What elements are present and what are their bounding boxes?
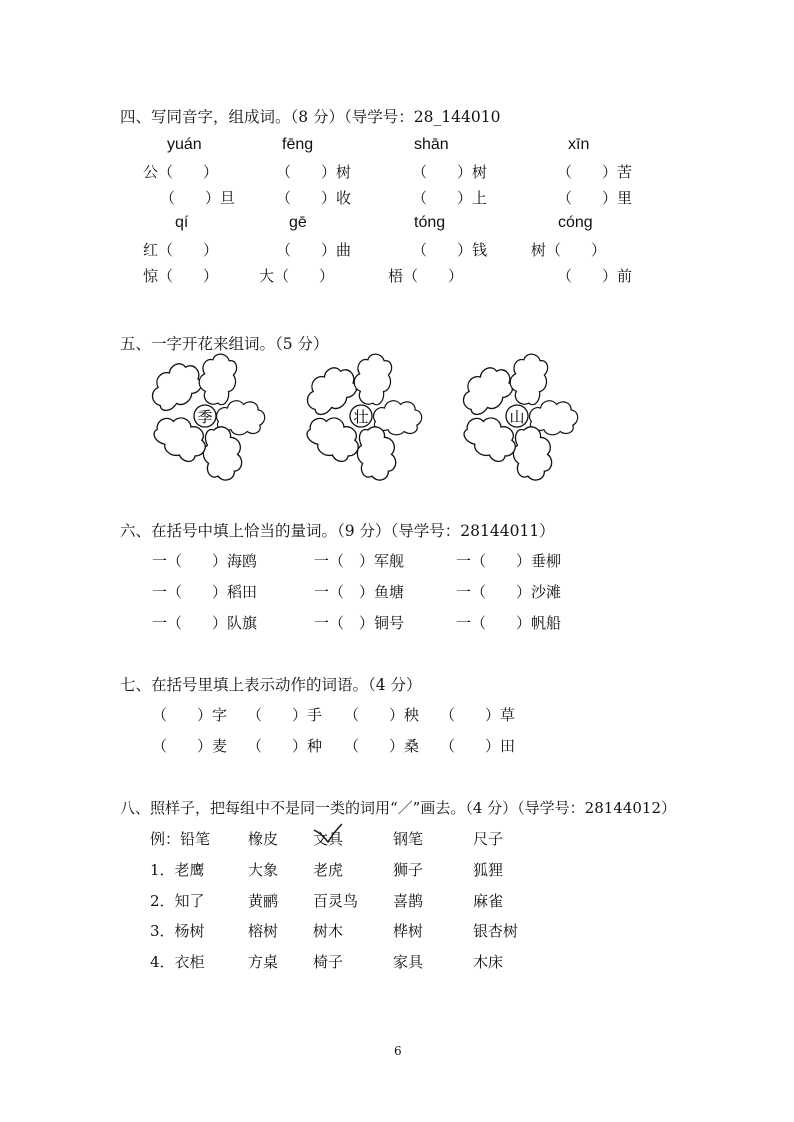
fill-blank-item[interactable]: （ ）前 xyxy=(557,267,633,285)
fill-blank-item[interactable]: 一（ ）队旗 xyxy=(152,614,258,632)
fill-blank-item[interactable]: （ ）树 xyxy=(412,163,488,181)
word-item: 尺子 xyxy=(473,830,504,848)
word-item: 狮子 xyxy=(393,861,424,879)
pinyin-label: gē xyxy=(289,214,307,231)
word-item: 例：铅笔 xyxy=(150,830,211,848)
fill-blank-item[interactable]: （ ）钱 xyxy=(412,241,488,259)
word-item: 麻雀 xyxy=(473,892,504,910)
fill-blank-item[interactable]: （ ）上 xyxy=(412,189,488,207)
word-item: 橡皮 xyxy=(248,830,279,848)
flower-center-char: 季 xyxy=(197,408,213,426)
flower-2 xyxy=(299,351,422,483)
fill-blank-item[interactable]: 一（ ）稻田 xyxy=(152,583,258,601)
fill-blank-item[interactable]: 一（ ）铜号 xyxy=(314,614,405,632)
pinyin-label: shān xyxy=(414,136,449,153)
fill-blank-item[interactable]: 大（ ） xyxy=(259,267,335,285)
pinyin-label: qí xyxy=(175,214,189,231)
fill-blank-item[interactable]: 红（ ） xyxy=(143,241,219,259)
fill-blank-item[interactable]: （ ）曲 xyxy=(276,241,352,259)
flower-diagrams xyxy=(0,355,794,485)
fill-blank-item[interactable]: （ ）麦 xyxy=(152,737,228,755)
fill-blank-item[interactable]: 一（ ）军舰 xyxy=(314,552,405,570)
section-7-heading: 七、在括号里填上表示动作的词语。（4 分） xyxy=(120,676,422,694)
section-6-heading: 六、在括号中填上恰当的量词。（9 分）（导学号：28144011） xyxy=(120,522,555,540)
fill-blank-item[interactable]: （ ）草 xyxy=(440,706,516,724)
fill-blank-item[interactable]: 树（ ） xyxy=(531,241,607,259)
pinyin-label: fēng xyxy=(282,136,314,153)
flower-3 xyxy=(455,351,578,483)
page-number: 6 xyxy=(394,1044,402,1058)
word-item: 4．衣柜 xyxy=(150,953,205,971)
word-item: 银杏树 xyxy=(473,922,519,940)
fill-blank-item[interactable]: （ ）桑 xyxy=(344,737,420,755)
word-item: 钢笔 xyxy=(393,830,424,848)
flower-center-char: 山 xyxy=(509,408,525,426)
fill-blank-item[interactable]: 一（ ）沙滩 xyxy=(456,583,562,601)
fill-blank-item[interactable]: （ ）手 xyxy=(247,706,323,724)
word-item: 3．杨树 xyxy=(150,922,205,940)
section-4-heading: 四、写同音字，组成词。（8 分）（导学号：28_144010 xyxy=(120,108,501,126)
fill-blank-item[interactable]: （ ）田 xyxy=(440,737,516,755)
fill-blank-item[interactable]: （ ）里 xyxy=(557,189,633,207)
fill-blank-item[interactable]: （ ）旦 xyxy=(160,189,236,207)
word-item: 老虎 xyxy=(313,861,344,879)
word-item: 喜鹊 xyxy=(393,892,424,910)
fill-blank-item[interactable]: （ ）秧 xyxy=(344,706,420,724)
fill-blank-item[interactable]: 一（ ）鱼塘 xyxy=(314,583,405,601)
word-item: 桦树 xyxy=(393,922,424,940)
strike-slash-icon xyxy=(308,822,348,852)
word-item: 家具 xyxy=(393,953,424,971)
flower-1 xyxy=(144,351,265,483)
fill-blank-item[interactable]: （ ）树 xyxy=(276,163,352,181)
word-item: 1．老鹰 xyxy=(150,861,205,879)
word-item: 狐狸 xyxy=(473,861,504,879)
word-item-crossed: 文具 xyxy=(313,830,344,848)
word-item: 方桌 xyxy=(248,953,279,971)
fill-blank-item[interactable]: 梧（ ） xyxy=(388,267,464,285)
word-item: 木床 xyxy=(473,953,504,971)
fill-blank-item[interactable]: 惊（ ） xyxy=(143,267,219,285)
pinyin-label: xīn xyxy=(568,136,590,153)
word-item: 大象 xyxy=(248,861,279,879)
word-item: 椅子 xyxy=(313,953,344,971)
fill-blank-item[interactable]: （ ）苦 xyxy=(557,163,633,181)
word-item: 黄鹂 xyxy=(248,892,279,910)
fill-blank-item[interactable]: （ ）字 xyxy=(152,706,228,724)
fill-blank-item[interactable]: （ ）收 xyxy=(276,189,352,207)
fill-blank-item[interactable]: （ ）种 xyxy=(247,737,323,755)
fill-blank-item[interactable]: 一（ ）海鸥 xyxy=(152,552,258,570)
pinyin-label: yuán xyxy=(167,136,202,153)
fill-blank-item[interactable]: 一（ ）垂柳 xyxy=(456,552,562,570)
word-item: 百灵鸟 xyxy=(313,892,359,910)
flower-center-char: 壮 xyxy=(353,408,369,426)
pinyin-label: cóng xyxy=(558,214,593,231)
word-item: 2．知了 xyxy=(150,892,205,910)
fill-blank-item[interactable]: 公（ ） xyxy=(143,163,219,181)
word-item: 榕树 xyxy=(248,922,279,940)
section-5-heading: 五、一字开花来组词。（5 分） xyxy=(120,335,329,353)
word-item: 树木 xyxy=(313,922,344,940)
pinyin-label: tóng xyxy=(414,214,446,231)
section-8-heading: 八、照样子，把每组中不是同一类的词用“／”画去。（4 分）（导学号：28144012） xyxy=(120,799,676,817)
fill-blank-item[interactable]: 一（ ）帆船 xyxy=(456,614,562,632)
